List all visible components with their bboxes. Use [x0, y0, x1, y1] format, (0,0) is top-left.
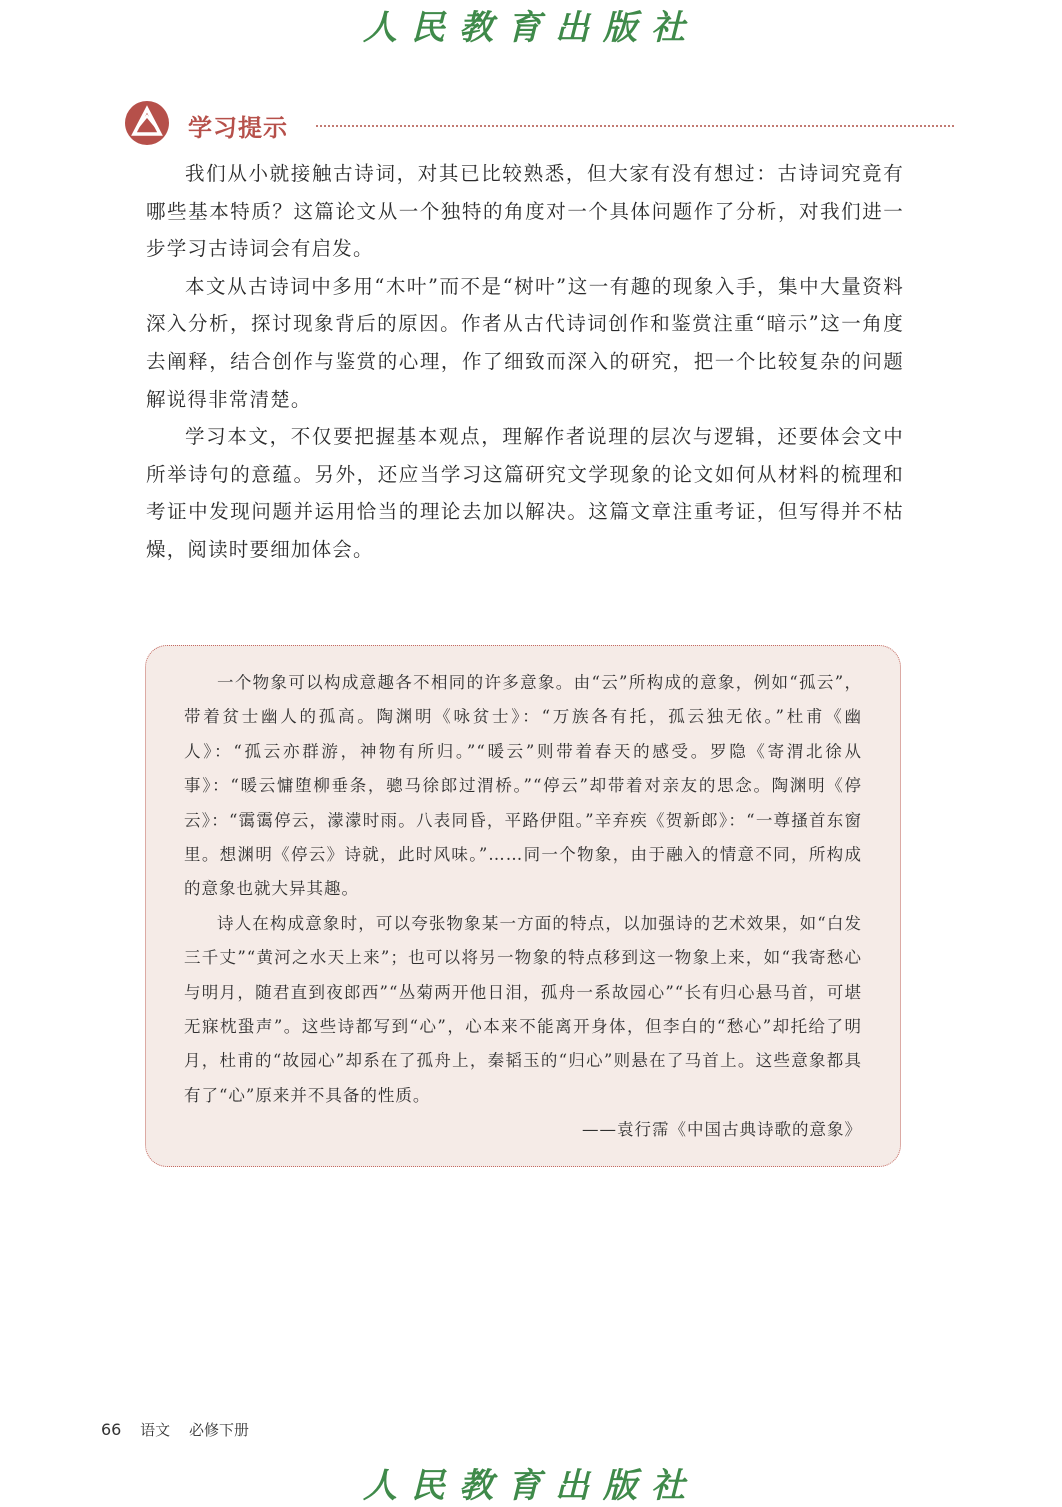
section-logo-icon — [124, 100, 170, 146]
footer-subject: 语文 — [140, 1421, 171, 1439]
footer-volume: 必修下册 — [188, 1421, 249, 1439]
section-divider — [316, 125, 954, 127]
page-footer — [101, 1419, 263, 1440]
quote-box — [145, 645, 901, 1167]
intro-paragraph: 我们从小就接触古诗词，对其已比较熟悉，但大家有没有想过：古诗词究竟有哪些基本特质？这篇论文从一个独特的角度对一个具体问题作了分析，对我们进一步学习古诗词会有启发。 — [146, 162, 904, 261]
section-title: 学习提示 — [188, 114, 288, 142]
quote-paragraph: 诗人在构成意象时，可以夸张物象某一方面的特点，以加强诗的艺术效果，如“白发三千丈”“黄河之水天上来”；也可以将另一物象的特点移到这一物象上来，如“我寄愁心与明月，随君直到夜郎西”“丛菊两开他日泪，孤舟一系故园心”“长有归心悬马首，可堪无寐枕蛩声”。这些诗都写到“心”，心本来不能离开身体，但李白的“愁心”却托给了明月，杜甫的“故园心”却系在了孤舟上，秦韬玉的“归心”则悬在了马首上。这些意象都具有了“心”原来并不具备的性质。 — [184, 913, 862, 1105]
publisher-logo-top: 人民教育出版社 — [363, 8, 699, 48]
quote-source: ——袁行霈《中国古典诗歌的意象》 — [582, 1120, 862, 1140]
intro-text — [146, 155, 904, 569]
publisher-logo-bottom: 人民教育出版社 — [363, 1466, 699, 1506]
page-number: 66 — [101, 1420, 122, 1439]
section-header — [124, 100, 954, 146]
intro-paragraph: 本文从古诗词中多用“木叶”而不是“树叶”这一有趣的现象入手，集中大量资料深入分析，探讨现象背后的原因。作者从古代诗词创作和鉴赏注重“暗示”这一角度去阐释，结合创作与鉴赏的心理，作了细致而深入的研究，把一个比较复杂的问题解说得非常清楚。 — [146, 274, 904, 411]
quote-paragraph: 一个物象可以构成意趣各不相同的许多意象。由“云”所构成的意象，例如“孤云”，带着贫士幽人的孤高。陶渊明《咏贫士》：“万族各有托，孤云独无依。”杜甫《幽人》：“孤云亦群游，神物有所归。”“暖云”则带着春天的感受。罗隐《寄渭北徐从事》：“暖云慵堕柳垂条，骢马徐郎过渭桥。”“停云”却带着对亲友的思念。陶渊明《停云》：“霭霭停云，濛濛时雨。八表同昏，平路伊阻。”辛弃疾《贺新郎》：“一尊搔首东窗里。想渊明《停云》诗就，此时风味。”……同一个物象，由于融入的情意不同，所构成的意象也就大异其趣。 — [184, 673, 862, 899]
intro-paragraph: 学习本文，不仅要把握基本观点，理解作者说理的层次与逻辑，还要体会文中所举诗句的意蕴。另外，还应当学习这篇研究文学现象的论文如何从材料的梳理和考证中发现问题并运用恰当的理论去加以解决。这篇文章注重考证，但写得并不枯燥，阅读时要细加体会。 — [146, 425, 904, 561]
